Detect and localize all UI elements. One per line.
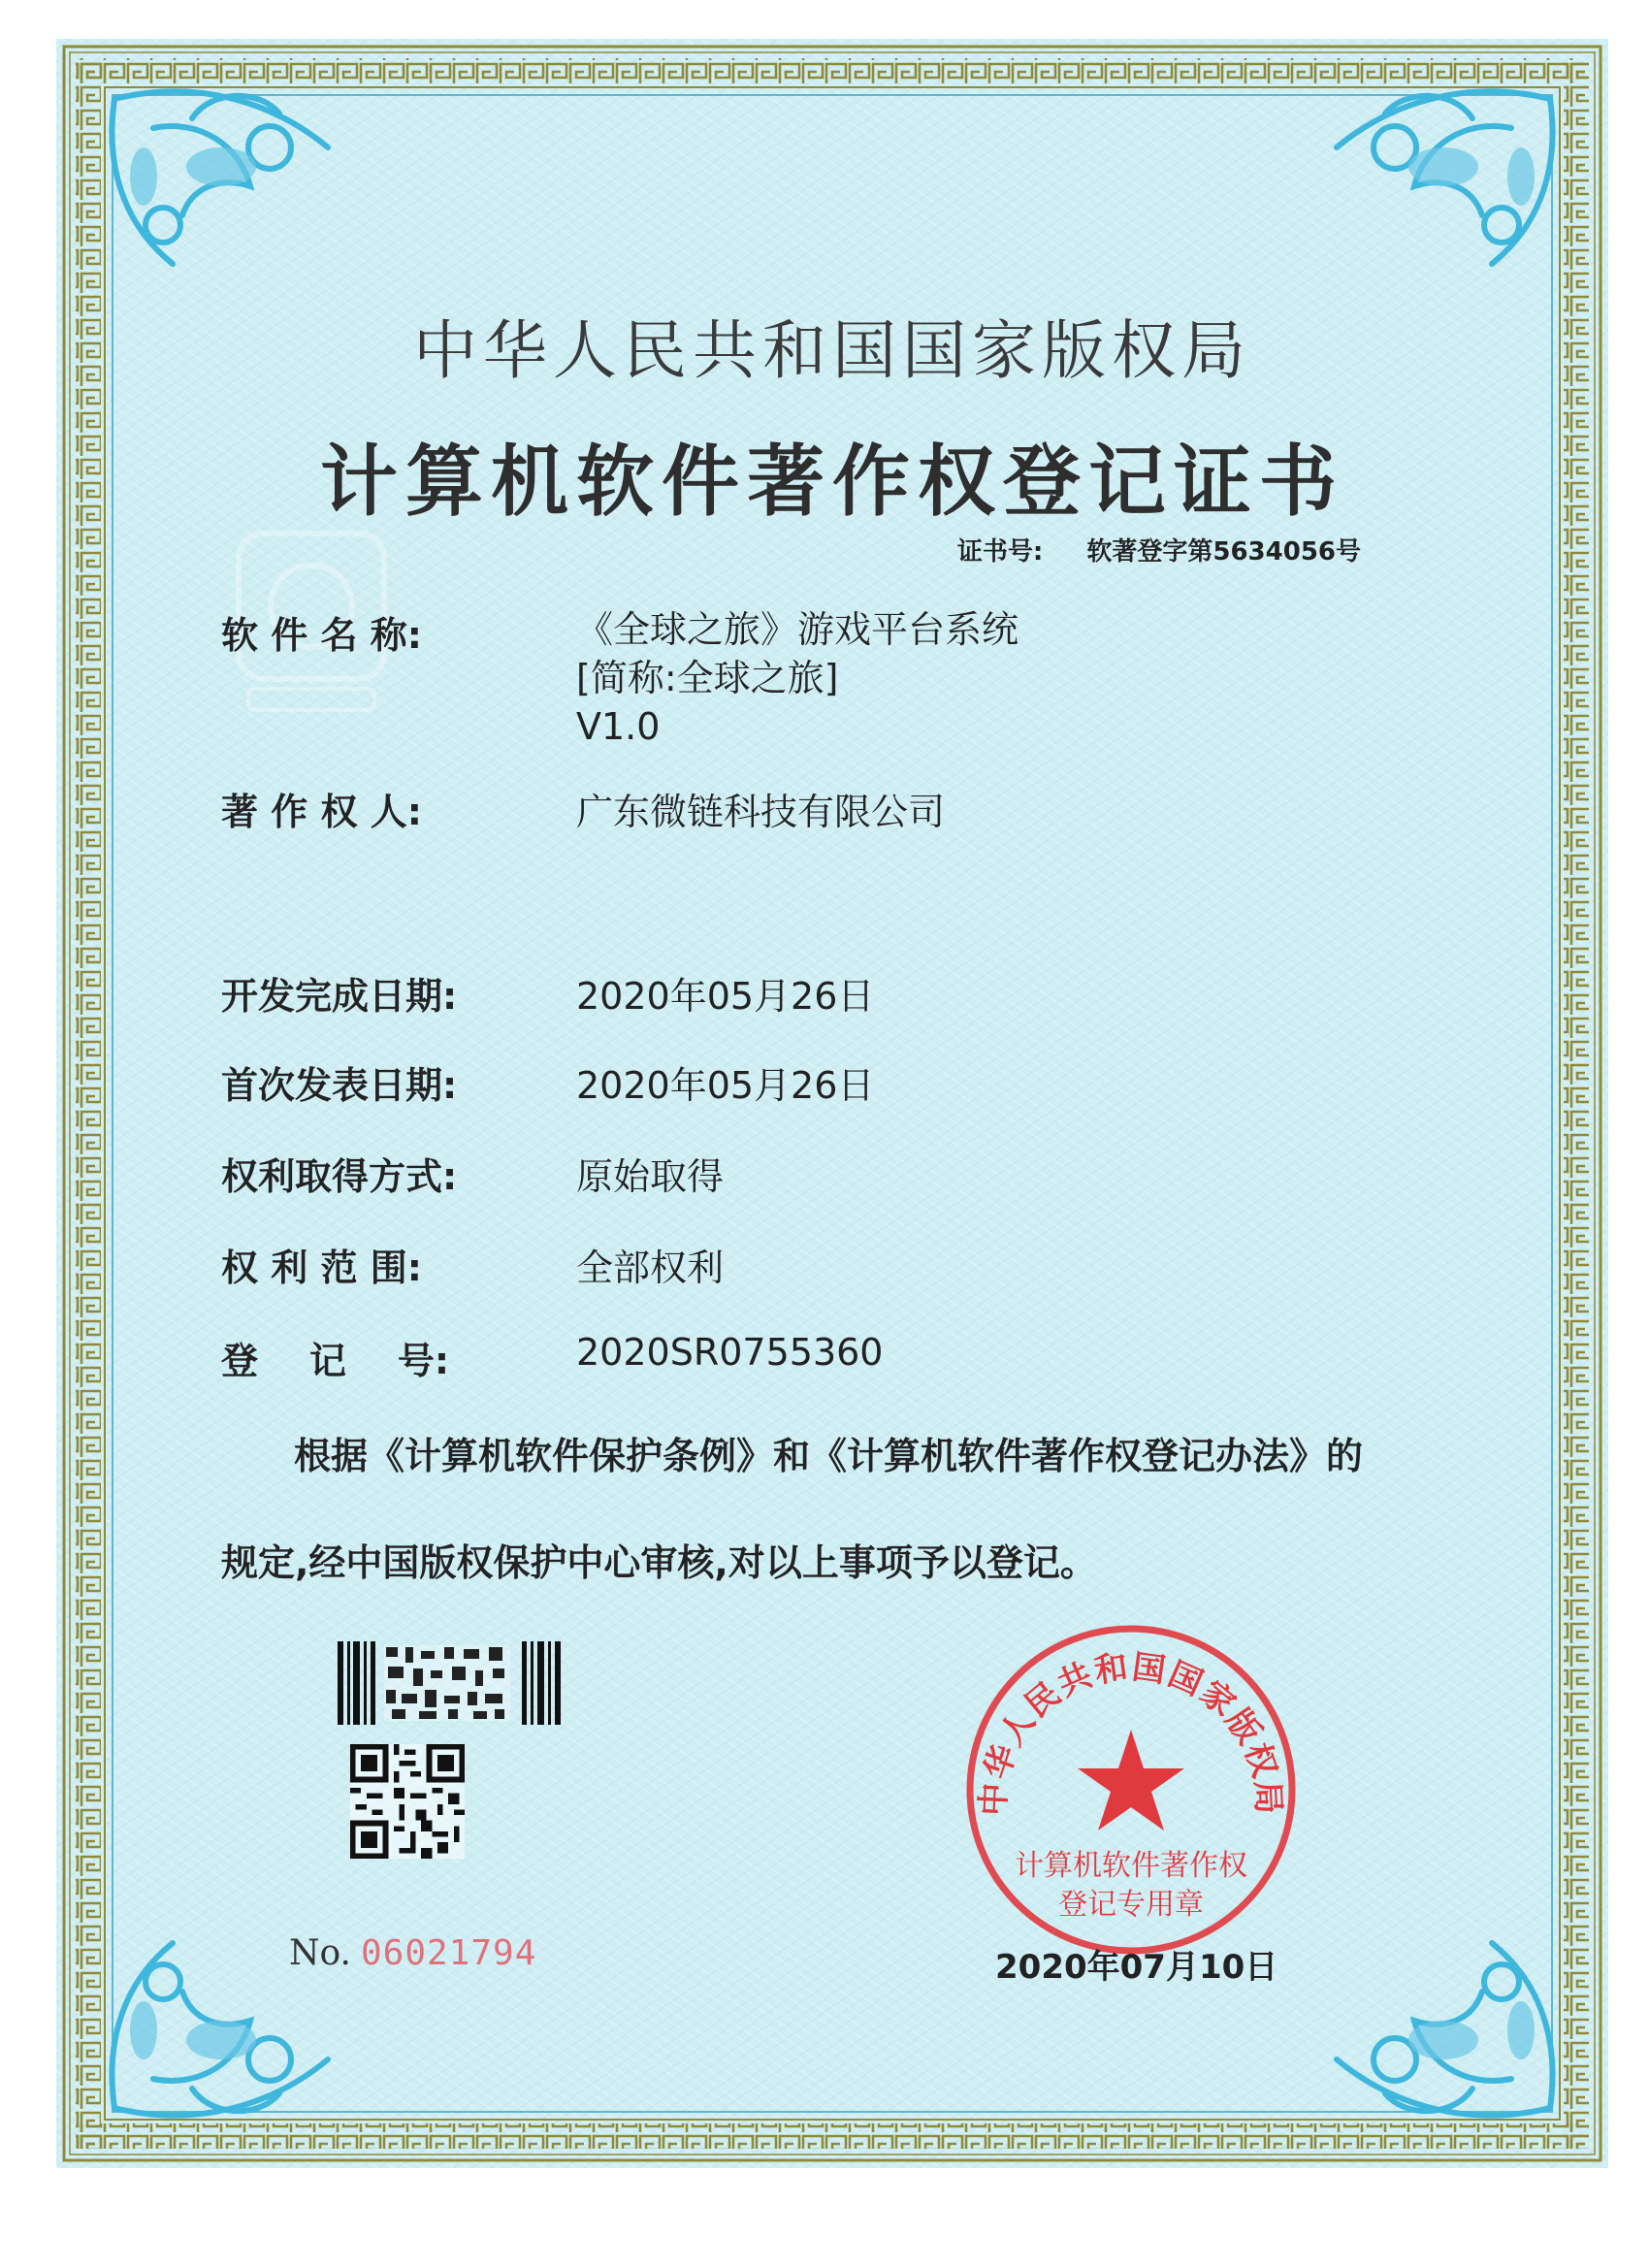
serial-digits: 06021794 (360, 1933, 537, 1973)
field-label: 著 作 权 人: (221, 791, 422, 833)
certificate-number-label: 证书号: (956, 537, 1044, 567)
issue-date: 2020年07月10日 (995, 1948, 1278, 1987)
software-name-line-1: 《全球之旅》游戏平台系统 (576, 608, 1019, 651)
field-value: 2020SR0755360 (576, 1331, 884, 1374)
barcode (338, 1641, 561, 1725)
field-label: 首次发表日期: (221, 1064, 458, 1107)
field-label: 软 件 名 称: (221, 614, 422, 657)
field-value: 全部权利 (576, 1247, 725, 1289)
statement-line-2: 规定,经中国版权保护中心审核,对以上事项予以登记。 (221, 1541, 1097, 1584)
field-label: 权利取得方式: (221, 1155, 458, 1198)
corner-ornament-bottom-right (1298, 1924, 1589, 2147)
official-seal (956, 1615, 1306, 1964)
serial-number (289, 1933, 536, 1973)
field-label: 权 利 范 围: (221, 1247, 422, 1289)
field-value: 广东微链科技有限公司 (576, 791, 946, 833)
authority-title: 中华人民共和国国家版权局 (413, 313, 1251, 388)
software-version: V1.0 (576, 705, 661, 748)
software-name-line-2: [简称:全球之旅] (576, 657, 839, 699)
corner-ornament-top-right (1298, 60, 1589, 283)
serial-prefix: No. (289, 1933, 351, 1973)
certificate-title: 计算机软件著作权登记证书 (320, 436, 1344, 527)
field-label: 开发完成日期: (221, 975, 458, 1018)
star-icon (1078, 1730, 1184, 1831)
field-value: 2020年05月26日 (576, 1064, 875, 1107)
statement-line-1: 根据《计算机软件保护条例》和《计算机软件著作权登记办法》的 (294, 1435, 1364, 1477)
corner-ornament-top-left (76, 60, 367, 283)
qr-code (350, 1744, 465, 1859)
field-value (576, 605, 1018, 751)
field-value: 2020年05月26日 (576, 975, 875, 1018)
certificate-number (957, 532, 1361, 567)
seal-ring-text: 中华人民共和国国家版权局 (974, 1647, 1288, 1817)
seal-inner-line-1: 计算机软件著作权 (1015, 1849, 1247, 1883)
field-value: 原始取得 (576, 1155, 725, 1198)
seal-inner-line-2: 登记专用章 (1058, 1888, 1204, 1922)
field-label: 登 记 号: (221, 1340, 450, 1382)
certificate-number-value: 软著登字第5634056号 (1086, 537, 1361, 567)
certificate-sheet (56, 39, 1608, 2168)
